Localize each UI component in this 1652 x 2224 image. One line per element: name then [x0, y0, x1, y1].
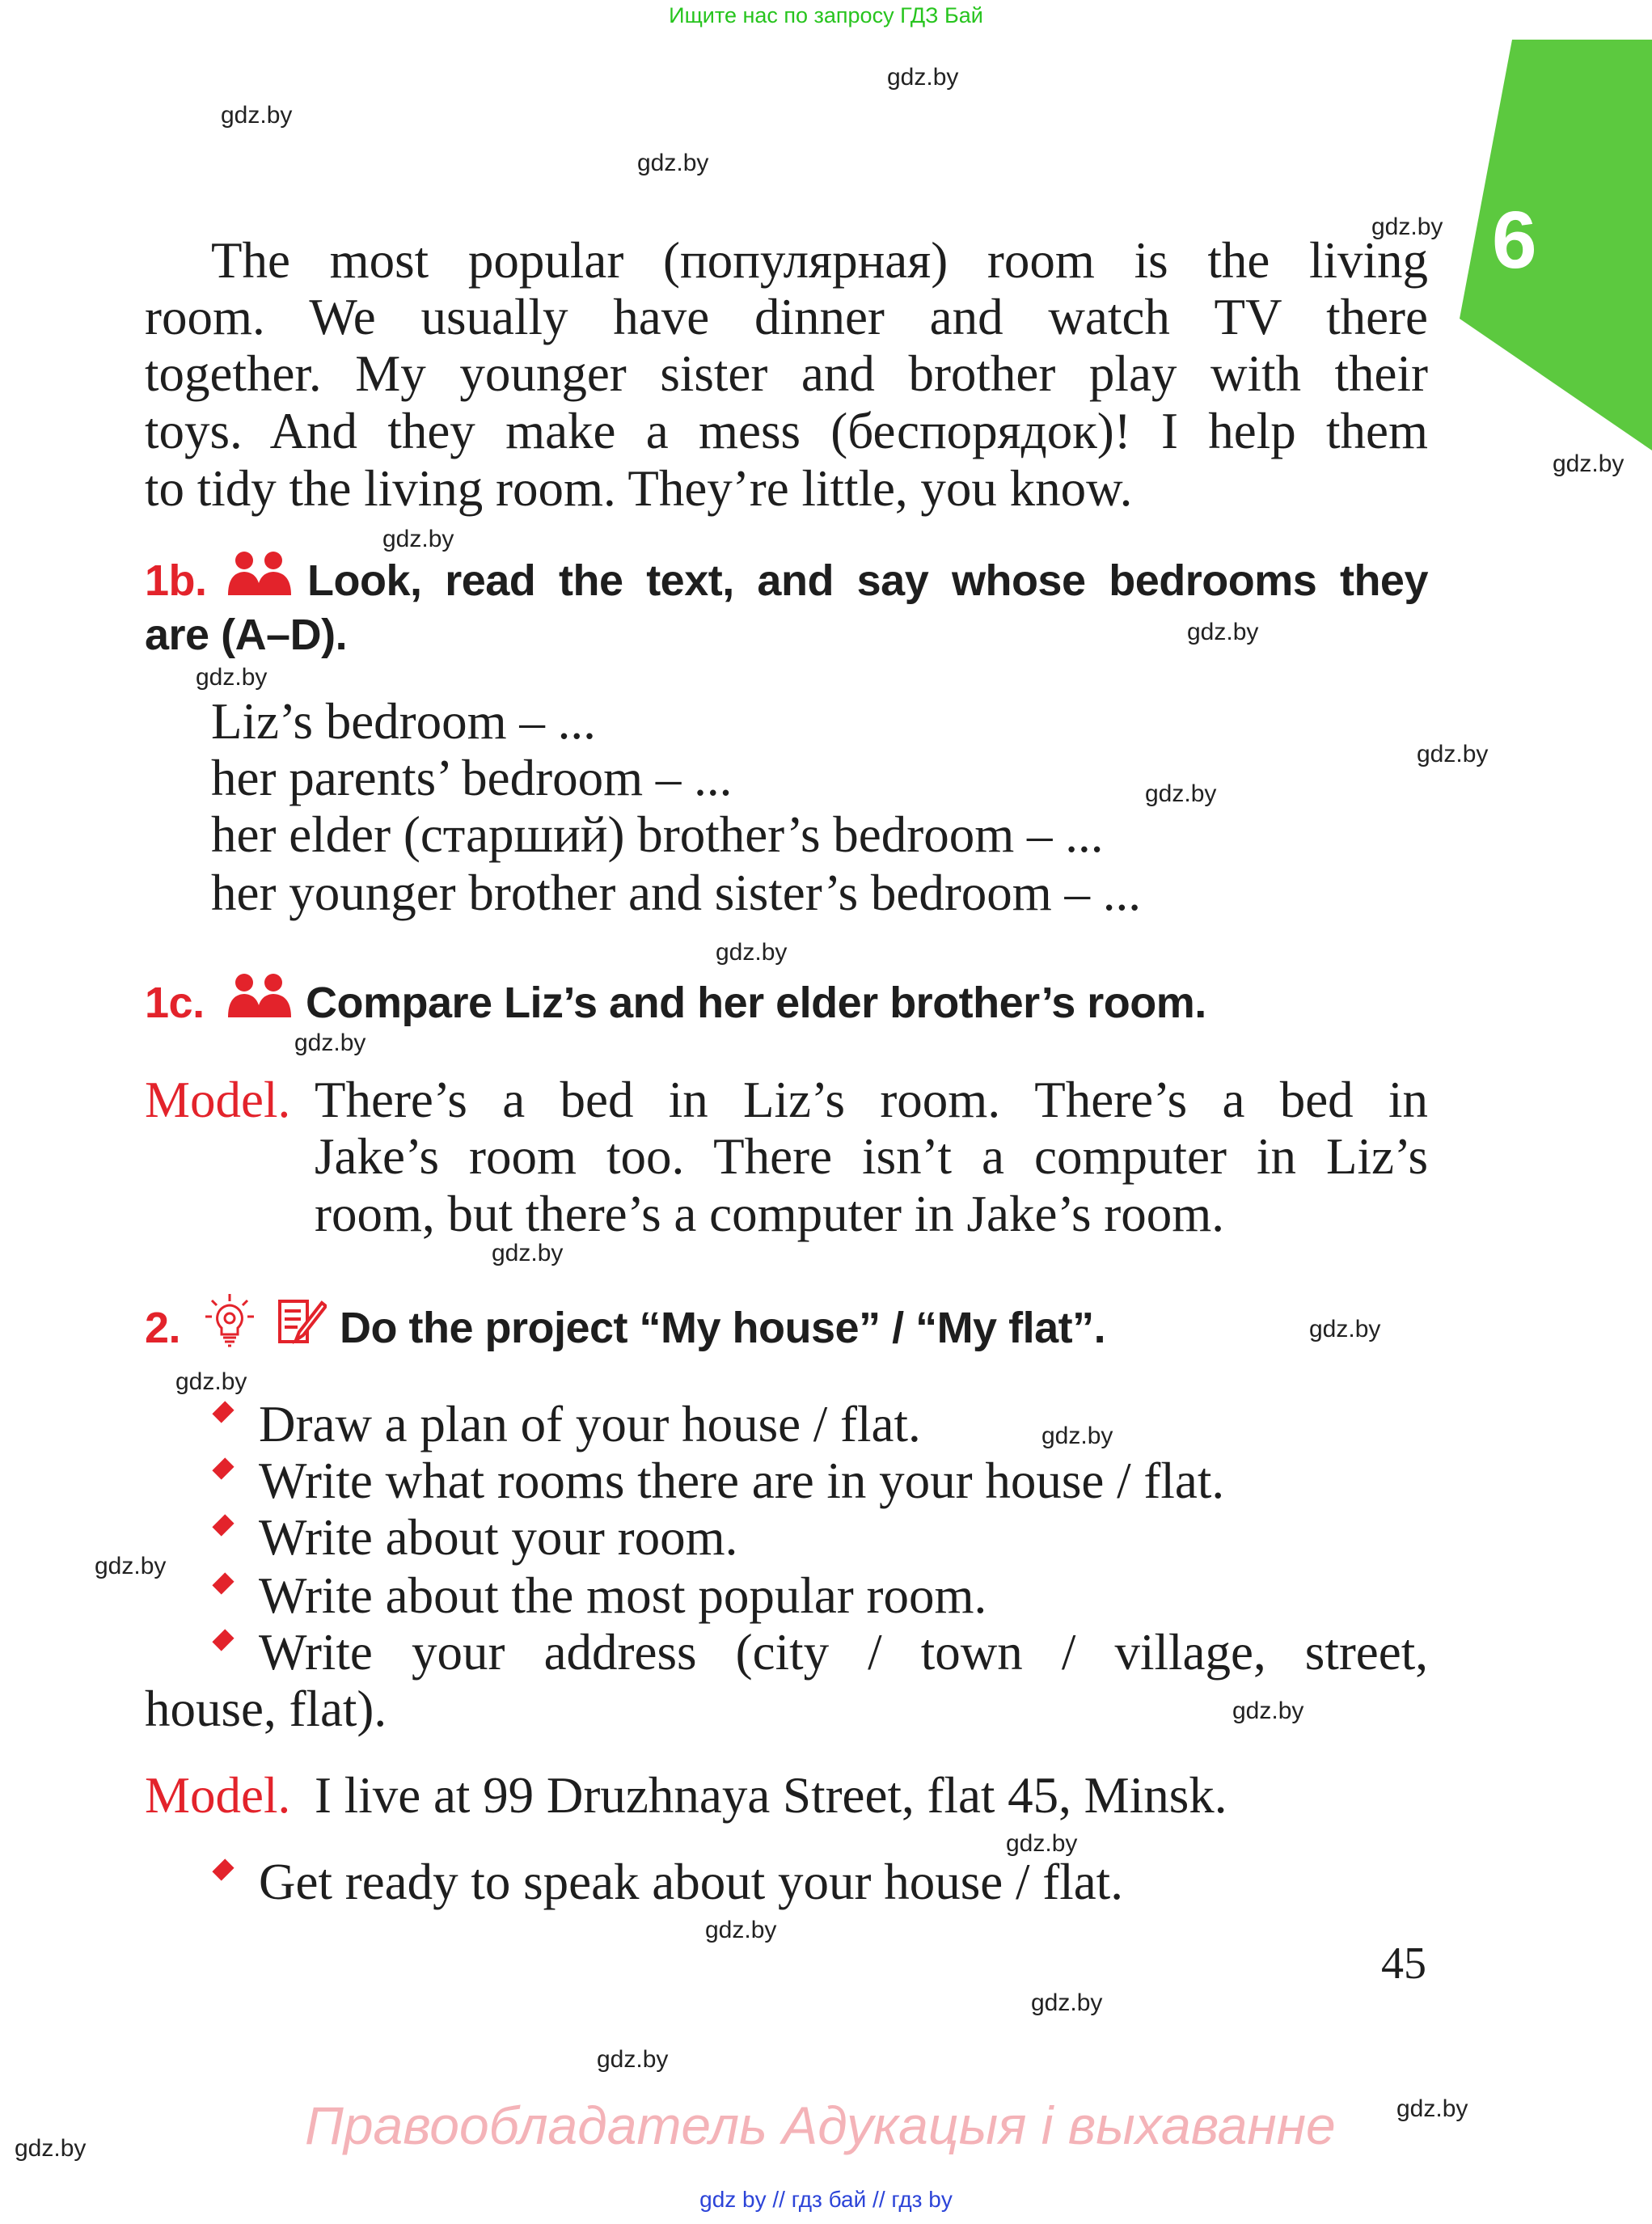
site-watermark: gdz.by — [1006, 1830, 1078, 1857]
bullet-icon — [212, 1858, 234, 1880]
bullet-item: Write what rooms there are in your house / flat. — [259, 1452, 1225, 1509]
model-line: There’s a bed in Liz’s room. There’s a bed in — [315, 1072, 1428, 1128]
page-number: 45 — [1381, 1939, 1426, 1989]
pair-work-icon — [226, 550, 293, 597]
bullet-icon — [212, 1401, 234, 1423]
site-watermark: gdz.by — [175, 1368, 247, 1395]
site-watermark: gdz.by — [1232, 1698, 1304, 1724]
site-watermark: gdz.by — [1417, 741, 1489, 767]
bullet-item: Write about the most popular room. — [259, 1567, 987, 1624]
site-watermark: gdz.by — [705, 1917, 777, 1943]
task-title-1c: Compare Liz’s and her elder brother’s room. — [306, 979, 1206, 1027]
model-text: I live at 99 Druzhnaya Street, flat 45, Minsk. — [315, 1767, 1227, 1824]
site-watermark: gdz.by — [637, 150, 709, 176]
site-watermark: gdz.by — [95, 1553, 167, 1579]
site-watermark: gdz.by — [1145, 780, 1217, 807]
paragraph-line: to tidy the living room. They’re little, you know. — [145, 460, 1133, 517]
model-line: room, but there’s a computer in Jake’s room. — [315, 1186, 1224, 1242]
unit-number: 6 — [1492, 195, 1537, 285]
pair-work-icon — [226, 972, 293, 1019]
site-watermark: gdz.by — [716, 939, 788, 966]
bullet-item: Write your address (city / town / village, street, — [259, 1624, 1428, 1681]
bullet-icon — [212, 1572, 234, 1594]
lightbulb-icon — [204, 1292, 256, 1349]
task-title-1b-cont: are (A–D). — [145, 611, 348, 659]
site-watermark: gdz.by — [1309, 1316, 1381, 1342]
site-watermark: gdz.by — [382, 526, 454, 552]
unit-tab-shape — [1460, 40, 1652, 450]
paragraph-line: toys. And they make a mess (беспорядок)! I help them — [145, 403, 1428, 459]
site-watermark: gdz.by — [1396, 2095, 1468, 2122]
model-label: Model. — [145, 1072, 291, 1128]
bullet-item: Get ready to speak about your house / flat. — [259, 1854, 1123, 1910]
site-watermark: gdz.by — [294, 1030, 366, 1056]
top-banner[interactable]: Ищите нас по запросу ГДЗ Бай — [669, 3, 983, 27]
site-watermark: gdz.by — [597, 2046, 669, 2073]
task-number-1c: 1c. — [145, 979, 205, 1027]
model-line: Jake’s room too. There isn’t a computer in Liz’s — [315, 1128, 1428, 1185]
bullet-item: Draw a plan of your house / flat. — [259, 1396, 921, 1452]
bullet-icon — [212, 1457, 234, 1479]
bullet-icon — [212, 1629, 234, 1651]
list-item: Liz’s bedroom – ... — [211, 693, 596, 750]
paragraph-line: The most popular (популярная) room is the living — [211, 232, 1428, 289]
site-watermark: gdz.by — [887, 64, 959, 91]
site-watermark: gdz.by — [1187, 619, 1259, 645]
model-label: Model. — [145, 1767, 291, 1824]
rights-holder-watermark: Правообладатель Адукацыя і выхаванне — [305, 2095, 1336, 2155]
site-watermark: gdz.by — [1031, 1989, 1103, 2016]
site-watermark: gdz.by — [492, 1240, 564, 1266]
site-watermark: gdz.by — [1553, 450, 1625, 477]
list-item: her parents’ bedroom – ... — [211, 750, 733, 806]
paragraph-line: room. We usually have dinner and watch TV there — [145, 289, 1428, 345]
paragraph-line: together. My younger sister and brother play with their — [145, 345, 1428, 402]
task-number-2: 2. — [145, 1304, 181, 1352]
list-item: her younger brother and sister’s bedroom – ... — [211, 865, 1142, 921]
site-watermark: gdz.by — [15, 2135, 87, 2162]
task-number-1b: 1b. — [145, 556, 207, 605]
site-watermark: gdz.by — [221, 102, 293, 129]
bullet-item: Write about your room. — [259, 1509, 738, 1566]
site-watermark: gdz.by — [1371, 214, 1443, 240]
site-watermark: gdz.by — [196, 664, 268, 691]
bullet-icon — [212, 1514, 234, 1536]
list-item: her elder (старший) brother’s bedroom – ... — [211, 806, 1104, 863]
task-title-1b: Look, read the text, and say whose bedrooms they — [307, 556, 1428, 605]
task-title-2: Do the project “My house” / “My flat”. — [340, 1304, 1106, 1352]
bullet-item-continuation: house, flat). — [145, 1681, 387, 1737]
site-watermark: gdz.by — [1041, 1423, 1113, 1449]
notepad-pencil-icon — [277, 1298, 327, 1345]
footer-links[interactable]: gdz by // гдз бай // гдз by — [699, 2187, 953, 2212]
